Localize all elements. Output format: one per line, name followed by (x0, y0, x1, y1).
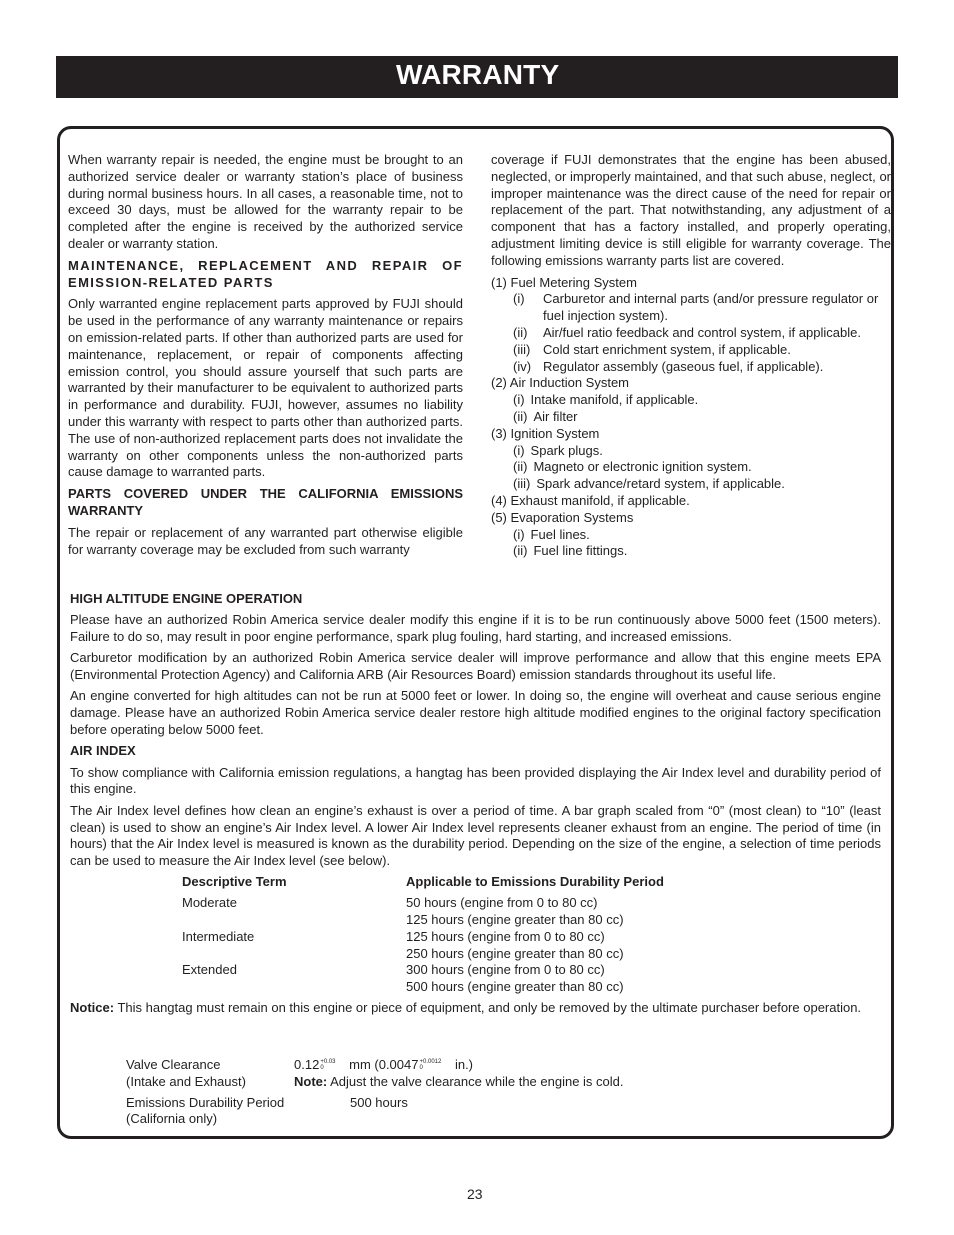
right-column (491, 152, 891, 560)
list-subitem: (iii) Spark advance/retard system, if applicable. (513, 476, 785, 492)
paragraph: To show compliance with California emission regulations, a hangtag has been provided displaying the Air Index level and durability period of this engine. (70, 764, 881, 797)
list-subitem: (ii) Air filter (513, 408, 578, 424)
list-subitem: (ii) Magneto or electronic ignition system. (513, 459, 752, 475)
lower-section (70, 591, 881, 1021)
section-heading: AIR INDEX (70, 743, 136, 759)
table-row: Moderate 50 hours (engine from 0 to 80 cc) (182, 895, 598, 911)
list-item: (5) Evaporation Systems (491, 509, 634, 525)
notice-label: Notice: (70, 1000, 115, 1016)
section-heading: HIGH ALTITUDE ENGINE OPERATION (70, 591, 303, 606)
paragraph: Carburetor modification by an authorized Robin America service dealer will improve performance and allow that this engine meets EPA (Environmental Protection Agency) and California ARB (Air Resources Board) emission standards throughout its useful life. (70, 650, 881, 683)
list-subitem: (i) Carburetor and internal parts (and/or pressure regulator or fuel injection system). (513, 291, 879, 324)
spec-block (126, 1057, 624, 1128)
title-bar (56, 56, 898, 98)
paragraph: Please have an authorized Robin America service dealer modify this engine if it is to be run continuously above 5000 feet (1500 meters). Failure to do so, may result in poor engine performance, spark plug fouling, hard starting, and increased emissions. (70, 612, 881, 645)
list-subitem: (iv) Regulator assembly (gaseous fuel, if applicable). (513, 358, 824, 374)
covered-parts-list (491, 275, 891, 561)
paragraph: When warranty repair is needed, the engine must be brought to an authorized service dealer or warranty station’s place of business during normal business hours. In all cases, a reasonable time, not to exceed 30 days, must be allowed for the warranty repair to be completed after the engine is received by the authorized service dealer or warranty station. (68, 152, 463, 251)
left-column (68, 152, 463, 563)
table-row: 250 hours (engine greater than 80 cc) (406, 945, 624, 961)
notice-text: This hangtag must remain on this engine or piece of equipment, and only be removed by the ultimate purchaser before operation. (114, 1000, 862, 1016)
page-number: 23 (467, 1186, 483, 1202)
paragraph: The Air Index level defines how clean an engine’s exhaust is over a period of time. A bar graph scaled from “0” (most clean) to “10” (least clean) is used to show an engine’s Air Index level. A lower Air Index level represents cleaner exhaust from an engine. The period of time (in hours) that the Air Index level is measured is known as the durability period. Depending on the size of the engine, a selection of time periods can be used to measure the Air Index level (see below). (70, 802, 881, 869)
list-subitem: (ii) Air/fuel ratio feedback and control system, if applicable. (513, 324, 861, 340)
table-row: Intermediate 125 hours (engine from 0 to 80 cc) (182, 928, 605, 944)
paragraph: An engine converted for high altitudes can not be run at 5000 feet or lower. In doing so, the engine will overheat and cause serious engine damage. Please have an authorized Robin America service dealer restore high altitude modified engines to the original factory specification before operating below 5000 feet. (70, 688, 881, 738)
list-subitem: (ii) Fuel line fittings. (513, 543, 628, 559)
list-item: (4) Exhaust manifold, if applicable. (491, 492, 690, 508)
list-subitem: (i) Spark plugs. (513, 442, 603, 458)
edp-label: Emissions Durability Period (126, 1094, 285, 1110)
table-row: 500 hours (engine greater than 80 cc) (406, 979, 624, 995)
page-title: WARRANTY (396, 59, 560, 90)
list-subitem: (iii) Cold start enrichment system, if applicable. (513, 341, 791, 357)
list-item: (3) Ignition System (491, 425, 600, 441)
paragraph: coverage if FUJI demonstrates that the engine has been abused, neglected, or improperly maintained, and that such abuse, neglect, or improper maintenance was the direct cause of the need for repair or replacement of the part. That notwithstanding, any adjustment of a component that has a factory installed, and properly operating, adjustment limiting device is still eligible for warranty coverage. The following emissions warranty parts list are covered. (491, 152, 891, 268)
valve-clearance-sub: (Intake and Exhaust) (126, 1073, 246, 1089)
table-header: Descriptive Term (182, 874, 287, 890)
mm-inch-text: mm (0.0047 (345, 1057, 419, 1072)
durability-table (182, 874, 664, 996)
list-item: (2) Air Induction System (491, 375, 629, 391)
list-subitem: (i) Fuel lines. (513, 526, 590, 542)
inch-end: in.) (451, 1057, 474, 1072)
edp-sub: (California only) (126, 1111, 218, 1127)
edp-value: 500 hours (350, 1094, 408, 1110)
table-row: 125 hours (engine greater than 80 cc) (406, 912, 624, 928)
note-text: Adjust the valve clearance while the engine is cold. (327, 1073, 624, 1089)
paragraph: Only warranted engine replacement parts approved by FUJI should be used in the performance of any warranty maintenance or repairs on emission-related parts. If other than authorized parts are used for maintenance, replacement, or repair of components affecting emission control, you should assure yourself that such parts are warranted by their manufacturer to be equivalent to authorized parts in performance and durability. FUJI, however, assumes no liability under this warranty with respect to parts other than authorized parts. The use of non-authorized replacement parts does not invalidate the warranty on other components unless the non-authorized parts cause damage to warranted parts. (68, 296, 463, 480)
section-heading: PARTS COVERED UNDER THE CALIFORNIA EMISSIONS WARRANTY (68, 486, 463, 518)
note-label: Note: (294, 1073, 328, 1089)
table-header-row (182, 874, 664, 891)
valve-clearance-row (126, 1057, 624, 1091)
list-subitem: (i) Intake manifold, if applicable. (513, 392, 699, 408)
mm-tolerance: +0.03 0 (320, 1059, 336, 1071)
list-item: (1) Fuel Metering System (491, 274, 637, 290)
paragraph: The repair or replacement of any warranted part otherwise eligible for warranty coverage may be excluded from such warranty (68, 524, 463, 557)
notice (70, 1000, 881, 1017)
section-heading: MAINTENANCE, REPLACEMENT AND REPAIR OF EMISSION-RELATED PARTS (68, 257, 463, 290)
table-header: Applicable to Emissions Durability Period (406, 874, 664, 890)
table-row: Extended 300 hours (engine from 0 to 80 cc) (182, 962, 605, 978)
mm-value: 0.12 (294, 1057, 320, 1072)
valve-clearance-label: Valve Clearance (126, 1057, 221, 1072)
inch-tolerance: +0.0012 0 (419, 1059, 442, 1071)
durability-period-row (126, 1095, 624, 1129)
